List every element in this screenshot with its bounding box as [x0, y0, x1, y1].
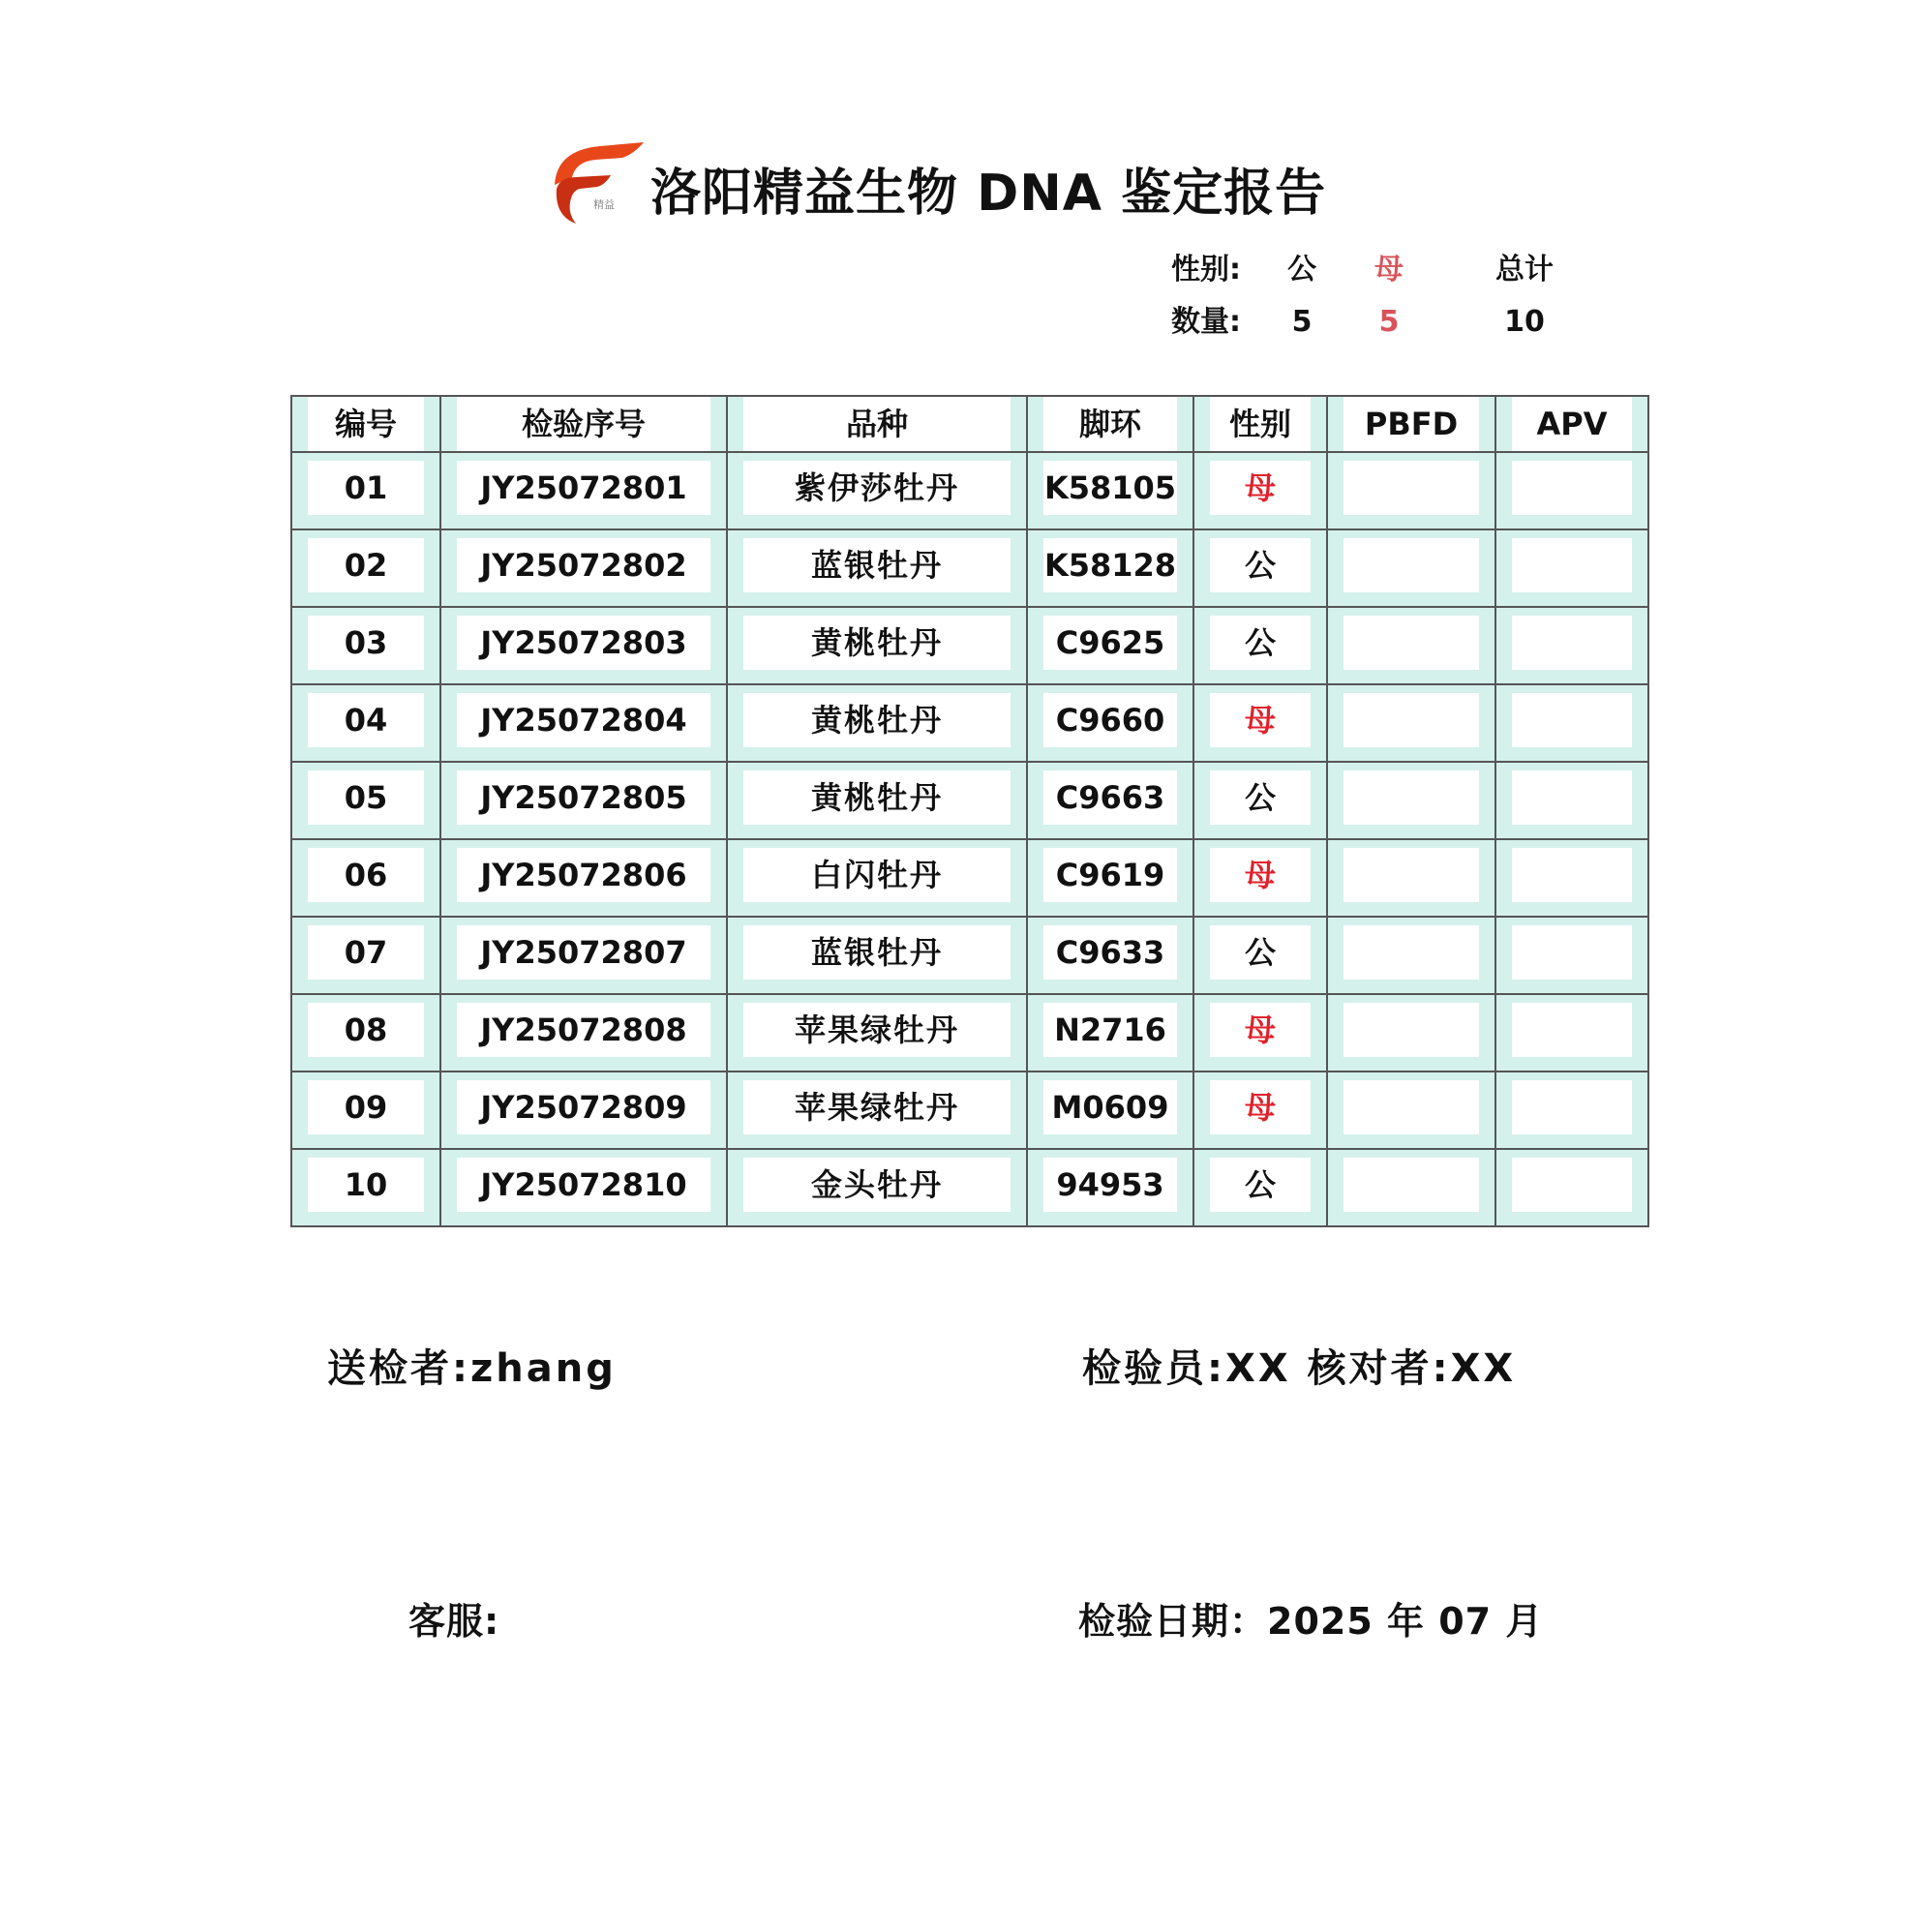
header-variety: 品种 — [727, 396, 1027, 452]
cell-sex: 母 — [1193, 452, 1327, 529]
cell-code: JY25072801 — [440, 452, 727, 529]
report-title: 洛阳精益生物 DNA 鉴定报告 — [650, 165, 1327, 223]
cell-no: 01 — [291, 452, 440, 529]
cell-variety: 黄桃牡丹 — [727, 684, 1027, 762]
cell-ring: C9660 — [1027, 684, 1193, 762]
header-no: 编号 — [291, 396, 440, 452]
summary-female-count: 5 — [1378, 305, 1400, 339]
cell-pbfd — [1327, 1149, 1495, 1226]
cell-variety: 金头牡丹 — [727, 1149, 1027, 1226]
inspector-checker: 检验员:XX 核对者:XX — [1082, 1346, 1517, 1391]
cell-sex: 公 — [1193, 1149, 1327, 1226]
cell-apv — [1495, 917, 1648, 994]
cell-variety: 苹果绿牡丹 — [727, 1072, 1027, 1149]
cell-pbfd — [1327, 994, 1495, 1072]
cell-sex: 公 — [1193, 529, 1327, 607]
cell-apv — [1495, 684, 1648, 762]
cell-sex: 公 — [1193, 607, 1327, 684]
table-row — [291, 529, 1648, 607]
cell-ring: C9663 — [1027, 762, 1193, 839]
cell-pbfd — [1327, 1072, 1495, 1149]
cell-ring: 94953 — [1027, 1149, 1193, 1226]
cell-sex: 母 — [1193, 1072, 1327, 1149]
cell-pbfd — [1327, 762, 1495, 839]
summary-count-label: 数量: — [1171, 305, 1241, 339]
company-logo — [547, 138, 649, 227]
cell-ring: C9619 — [1027, 839, 1193, 917]
cell-code: JY25072805 — [440, 762, 727, 839]
table-row — [291, 452, 1648, 529]
cell-no: 10 — [291, 1149, 440, 1226]
cell-ring: K58128 — [1027, 529, 1193, 607]
summary-total: 总计 — [1495, 253, 1554, 287]
logo-text: 精益 — [593, 198, 615, 211]
cell-ring: K58105 — [1027, 452, 1193, 529]
cell-apv — [1495, 762, 1648, 839]
cell-variety: 苹果绿牡丹 — [727, 994, 1027, 1072]
cell-no: 09 — [291, 1072, 440, 1149]
cell-no: 05 — [291, 762, 440, 839]
cell-code: JY25072810 — [440, 1149, 727, 1226]
cell-ring: N2716 — [1027, 994, 1193, 1072]
cell-no: 06 — [291, 839, 440, 917]
cell-apv — [1495, 1072, 1648, 1149]
table-row — [291, 762, 1648, 839]
cell-variety: 黄桃牡丹 — [727, 607, 1027, 684]
cell-sex: 母 — [1193, 994, 1327, 1072]
cell-code: JY25072802 — [440, 529, 727, 607]
customer-service: 客服: — [408, 1600, 500, 1643]
cell-no: 03 — [291, 607, 440, 684]
cell-pbfd — [1327, 607, 1495, 684]
cell-sex: 母 — [1193, 839, 1327, 917]
cell-pbfd — [1327, 917, 1495, 994]
summary-sex-label: 性别: — [1171, 253, 1241, 287]
cell-pbfd — [1327, 839, 1495, 917]
cell-no: 07 — [291, 917, 440, 994]
cell-code: JY25072806 — [440, 839, 727, 917]
summary-male-count: 5 — [1291, 305, 1313, 339]
summary-male: 公 — [1287, 253, 1316, 287]
header-code: 检验序号 — [440, 396, 727, 452]
cell-apv — [1495, 607, 1648, 684]
cell-code: JY25072807 — [440, 917, 727, 994]
cell-apv — [1495, 839, 1648, 917]
cell-apv — [1495, 529, 1648, 607]
summary-female: 母 — [1374, 253, 1404, 287]
table-row — [291, 1072, 1648, 1149]
cell-code: JY25072804 — [440, 684, 727, 762]
cell-variety: 蓝银牡丹 — [727, 529, 1027, 607]
cell-apv — [1495, 452, 1648, 529]
header-pbfd: PBFD — [1327, 396, 1495, 452]
table-row — [291, 607, 1648, 684]
cell-variety: 黄桃牡丹 — [727, 762, 1027, 839]
summary-total-count: 10 — [1504, 305, 1545, 339]
cell-apv — [1495, 994, 1648, 1072]
cell-code: JY25072808 — [440, 994, 727, 1072]
cell-sex: 母 — [1193, 684, 1327, 762]
table-row — [291, 917, 1648, 994]
cell-no: 04 — [291, 684, 440, 762]
inspection-date: 检验日期：2025 年 07 月 — [1078, 1600, 1544, 1643]
table-row — [291, 1149, 1648, 1226]
table-row — [291, 994, 1648, 1072]
header-apv: APV — [1495, 396, 1648, 452]
table-row — [291, 839, 1648, 917]
cell-ring: C9633 — [1027, 917, 1193, 994]
report-table — [290, 395, 1649, 1227]
cell-pbfd — [1327, 529, 1495, 607]
sender: 送检者:zhang — [327, 1346, 617, 1391]
cell-code: JY25072809 — [440, 1072, 727, 1149]
cell-sex: 公 — [1193, 917, 1327, 994]
cell-apv — [1495, 1149, 1648, 1226]
cell-sex: 公 — [1193, 762, 1327, 839]
cell-variety: 紫伊莎牡丹 — [727, 452, 1027, 529]
sex-summary — [1171, 244, 1578, 348]
header-ring: 脚环 — [1027, 396, 1193, 452]
cell-variety: 蓝银牡丹 — [727, 917, 1027, 994]
cell-pbfd — [1327, 684, 1495, 762]
table-header-row — [291, 396, 1648, 452]
cell-pbfd — [1327, 452, 1495, 529]
cell-no: 08 — [291, 994, 440, 1072]
cell-no: 02 — [291, 529, 440, 607]
cell-ring: C9625 — [1027, 607, 1193, 684]
table-row — [291, 684, 1648, 762]
cell-code: JY25072803 — [440, 607, 727, 684]
cell-ring: M0609 — [1027, 1072, 1193, 1149]
header-sex: 性别 — [1193, 396, 1327, 452]
cell-variety: 白闪牡丹 — [727, 839, 1027, 917]
